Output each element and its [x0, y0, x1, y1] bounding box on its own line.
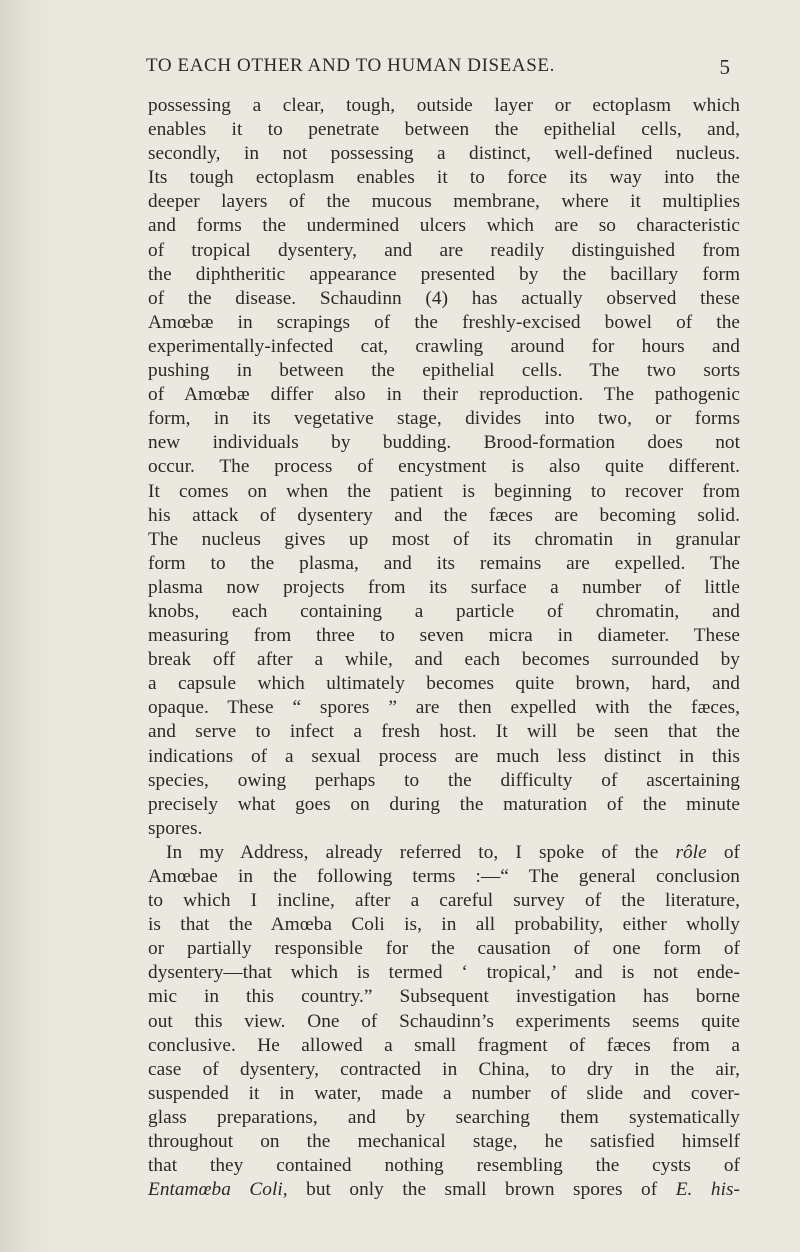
text-line: of the disease. Schaudinn (4) has actually observed these — [148, 287, 740, 309]
text-line: precisely what goes on during the maturation of the minute — [148, 793, 740, 815]
text-line: out this view. One of Schaudinn’s experiments seems quite — [148, 1010, 740, 1032]
text-line: mic in this country.” Subsequent investigation has borne — [148, 986, 740, 1008]
text-line: glass preparations, and by searching them systematically — [148, 1106, 740, 1128]
page-number: 5 — [719, 55, 730, 79]
text-line: Amœbae in the following terms :—“ The general conclusion — [148, 866, 740, 887]
role-line-suffix: of — [706, 841, 740, 863]
text-line: enables it to penetrate between the epithelial cells, and, — [148, 119, 740, 141]
text-line: dysentery—that which is termed ‘ tropical,’ and is not ende- — [148, 962, 740, 984]
text-line: Its tough ectoplasm enables it to force its way into the — [148, 167, 740, 189]
text-line: that they contained nothing resembling the cysts of — [148, 1155, 740, 1177]
text-line: his attack of dysentery and the fæces are becoming solid. — [148, 504, 740, 526]
text-line: and forms the undermined ulcers which are so characteristic — [148, 215, 740, 237]
text-line: spores. — [148, 817, 203, 839]
text-line: form, in its vegetative stage, divides into two, or forms — [148, 408, 740, 430]
text-line: Amœbæ in scrapings of the freshly-excised bowel of the — [148, 311, 740, 333]
text-line: measuring from three to seven micra in diameter. These — [148, 625, 740, 647]
text-line: The nucleus gives up most of its chromatin in granular — [148, 528, 740, 550]
text-line: throughout on the mechanical stage, he satisfied himself — [148, 1131, 740, 1153]
text-line: It comes on when the patient is beginning to recover from — [148, 480, 740, 502]
text-line-final — [148, 1178, 740, 1202]
text-line: conclusive. He allowed a small fragment of fæces from a — [148, 1034, 740, 1056]
text-line-role — [148, 841, 740, 865]
text-line: is that the Amœba Coli is, in all probability, either wholly — [148, 914, 740, 936]
text-line: secondly, in not possessing a distinct, well-defined nucleus. — [148, 143, 740, 165]
text-line: the diphtheritic appearance presented by the bacillary form — [148, 263, 740, 285]
running-title: TO EACH OTHER AND TO HUMAN DISEASE. — [146, 55, 555, 76]
text-line: pushing in between the epithelial cells. The two sorts — [148, 360, 740, 382]
page-gutter-shadow — [0, 0, 55, 1252]
text-line: deeper layers of the mucous membrane, where it multiplies — [148, 191, 740, 213]
role-word: rôle — [675, 841, 707, 863]
text-line: possessing a clear, tough, outside layer or ectoplasm which — [148, 95, 740, 116]
text-line: experimentally-infected cat, crawling around for hours and — [148, 335, 740, 357]
text-line: break off after a while, and each becomes surrounded by — [148, 649, 740, 671]
text-line: a capsule which ultimately becomes quite brown, hard, and — [148, 673, 740, 695]
text-line: species, owing perhaps to the difficulty of ascertaining — [148, 769, 740, 791]
species-name: Entamœba Coli, — [148, 1179, 288, 1201]
text-line: knobs, each containing a particle of chromatin, and — [148, 600, 740, 622]
final-line-middle: but only the small brown spores of — [287, 1179, 676, 1201]
text-line: case of dysentery, contracted in China, to dry in the air, — [148, 1058, 740, 1080]
species-abbrev: E. his- — [675, 1179, 740, 1201]
text-line: suspended it in water, made a number of slide and cover- — [148, 1082, 740, 1104]
text-line: to which I incline, after a careful survey of the literature, — [148, 890, 740, 912]
text-line: of tropical dysentery, and are readily distinguished from — [148, 239, 740, 261]
text-line: new individuals by budding. Brood-formation does not — [148, 432, 740, 454]
text-line: indications of a sexual process are much less distinct in this — [148, 745, 740, 767]
text-line: and serve to infect a fresh host. It will be seen that the — [148, 721, 740, 743]
text-line: or partially responsible for the causation of one form of — [148, 938, 740, 960]
role-line-prefix: In my Address, already referred to, I spoke of the — [166, 841, 676, 863]
text-line: plasma now projects from its surface a number of little — [148, 576, 740, 598]
text-line: opaque. These “ spores ” are then expelled with the fæces, — [148, 697, 740, 719]
body-text — [148, 94, 740, 1202]
running-head — [146, 55, 730, 81]
text-line: form to the plasma, and its remains are expelled. The — [148, 552, 740, 574]
text-line: of Amœbæ differ also in their reproduction. The pathogenic — [148, 384, 740, 406]
text-line: occur. The process of encystment is also quite different. — [148, 456, 740, 478]
